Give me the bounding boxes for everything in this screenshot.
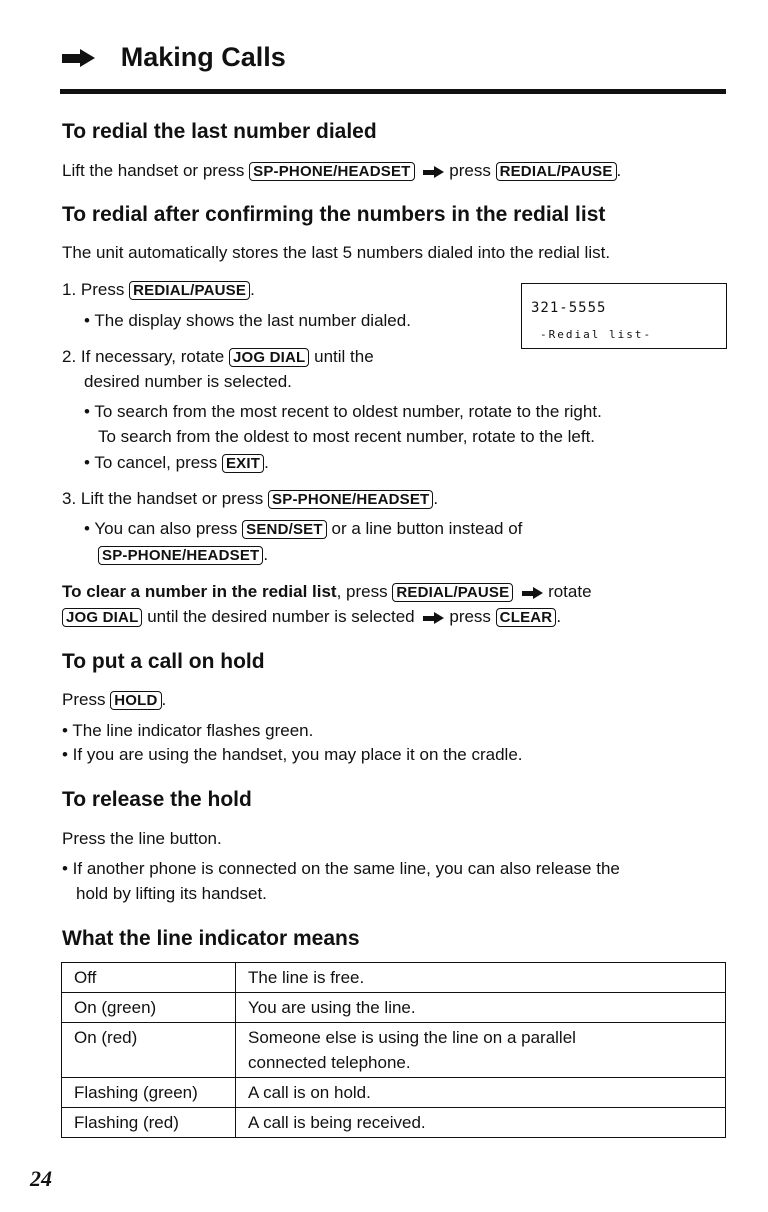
heading-redial-last: To redial the last number dialed <box>62 120 377 143</box>
step-2-cont: desired number is selected. <box>84 372 292 391</box>
sp-phone-headset-key: SP-PHONE/HEADSET <box>98 546 263 565</box>
state-cell: On (red) <box>62 1023 236 1078</box>
table-row <box>62 993 726 1023</box>
hold-bullet-2: • If you are using the handset, you may place it on the cradle. <box>62 745 523 764</box>
release-bullet: • If another phone is connected on the same line, you can also release the <box>62 859 620 878</box>
redial-pause-key: REDIAL/PAUSE <box>392 583 513 602</box>
hold-bullet-1: • The line indicator flashes green. <box>62 721 314 740</box>
send-set-key: SEND/SET <box>242 520 327 539</box>
hold-key: HOLD <box>110 691 161 710</box>
step-2-bullet-1: • To search from the most recent to oldest number, rotate to the right. <box>84 402 602 421</box>
arrow-right-icon <box>423 166 445 178</box>
step-2-bullet-1-cont: To search from the oldest to most recent number, rotate to the left. <box>98 427 596 446</box>
page-number: 24 <box>30 1166 52 1191</box>
table-row <box>62 1108 726 1138</box>
jog-dial-key: JOG DIAL <box>62 608 142 627</box>
step-1-bullet: • The display shows the last number dialed. <box>84 311 411 330</box>
meaning-cell: A call is on hold. <box>236 1078 726 1108</box>
step-1: 1. Press REDIAL/PAUSE . <box>62 280 255 299</box>
display-label: -Redial list- <box>540 328 653 341</box>
clear-key: CLEAR <box>496 608 557 627</box>
state-cell: Off <box>62 963 236 993</box>
meaning-cell: Someone else is using the line on a parallel connected telephone. <box>236 1023 726 1078</box>
step-2-bullet-2: • To cancel, press EXIT . <box>84 453 269 472</box>
meaning-cell: You are using the line. <box>236 993 726 1023</box>
step-3-bullet: • You can also press SEND/SET or a line button instead of <box>84 519 523 538</box>
arrow-right-icon <box>62 49 96 67</box>
clear-paragraph-line-2: JOG DIAL until the desired number is selected press CLEAR . <box>62 604 561 629</box>
page-title: Making Calls <box>120 42 286 72</box>
redial-list-intro: The unit automatically stores the last 5 numbers dialed into the redial list. <box>62 243 611 262</box>
header-rule <box>60 89 726 94</box>
heading-indicator: What the line indicator means <box>62 927 360 950</box>
step-3: 3. Lift the handset or press SP-PHONE/HEADSET . <box>62 489 439 508</box>
meaning-cell: A call is being received. <box>236 1108 726 1138</box>
hold-instruction: Press HOLD . <box>62 690 167 709</box>
indicator-table <box>61 962 726 1138</box>
heading-hold: To put a call on hold <box>62 650 265 673</box>
page-header <box>62 42 286 73</box>
heading-redial-list: To redial after confirming the numbers in the redial list <box>62 203 606 226</box>
sp-phone-headset-key: SP-PHONE/HEADSET <box>268 490 433 509</box>
redial-pause-key: REDIAL/PAUSE <box>129 281 250 300</box>
arrow-right-icon <box>423 612 445 624</box>
state-cell: On (green) <box>62 993 236 1023</box>
sp-phone-headset-key: SP-PHONE/HEADSET <box>249 162 414 181</box>
table-row <box>62 1078 726 1108</box>
display-number: 321-5555 <box>531 300 607 316</box>
meaning-cell: The line is free. <box>236 963 726 993</box>
clear-paragraph-line-1: To clear a number in the redial list, press REDIAL/PAUSE rotate <box>62 582 592 601</box>
arrow-right-icon <box>522 587 544 599</box>
redial-last-instruction: Lift the handset or press SP-PHONE/HEADSET press REDIAL/PAUSE . <box>62 161 622 180</box>
table-row <box>62 963 726 993</box>
handset-display <box>521 283 727 349</box>
table-row <box>62 1023 726 1078</box>
heading-release: To release the hold <box>62 788 252 811</box>
release-bullet-cont: hold by lifting its handset. <box>76 884 267 903</box>
step-3-bullet-cont: SP-PHONE/HEADSET . <box>98 542 268 567</box>
state-cell: Flashing (red) <box>62 1108 236 1138</box>
step-2: 2. If necessary, rotate JOG DIAL until the <box>62 347 374 366</box>
jog-dial-key: JOG DIAL <box>229 348 309 367</box>
state-cell: Flashing (green) <box>62 1078 236 1108</box>
release-instruction: Press the line button. <box>62 829 222 848</box>
exit-key: EXIT <box>222 454 264 473</box>
redial-pause-key: REDIAL/PAUSE <box>496 162 617 181</box>
